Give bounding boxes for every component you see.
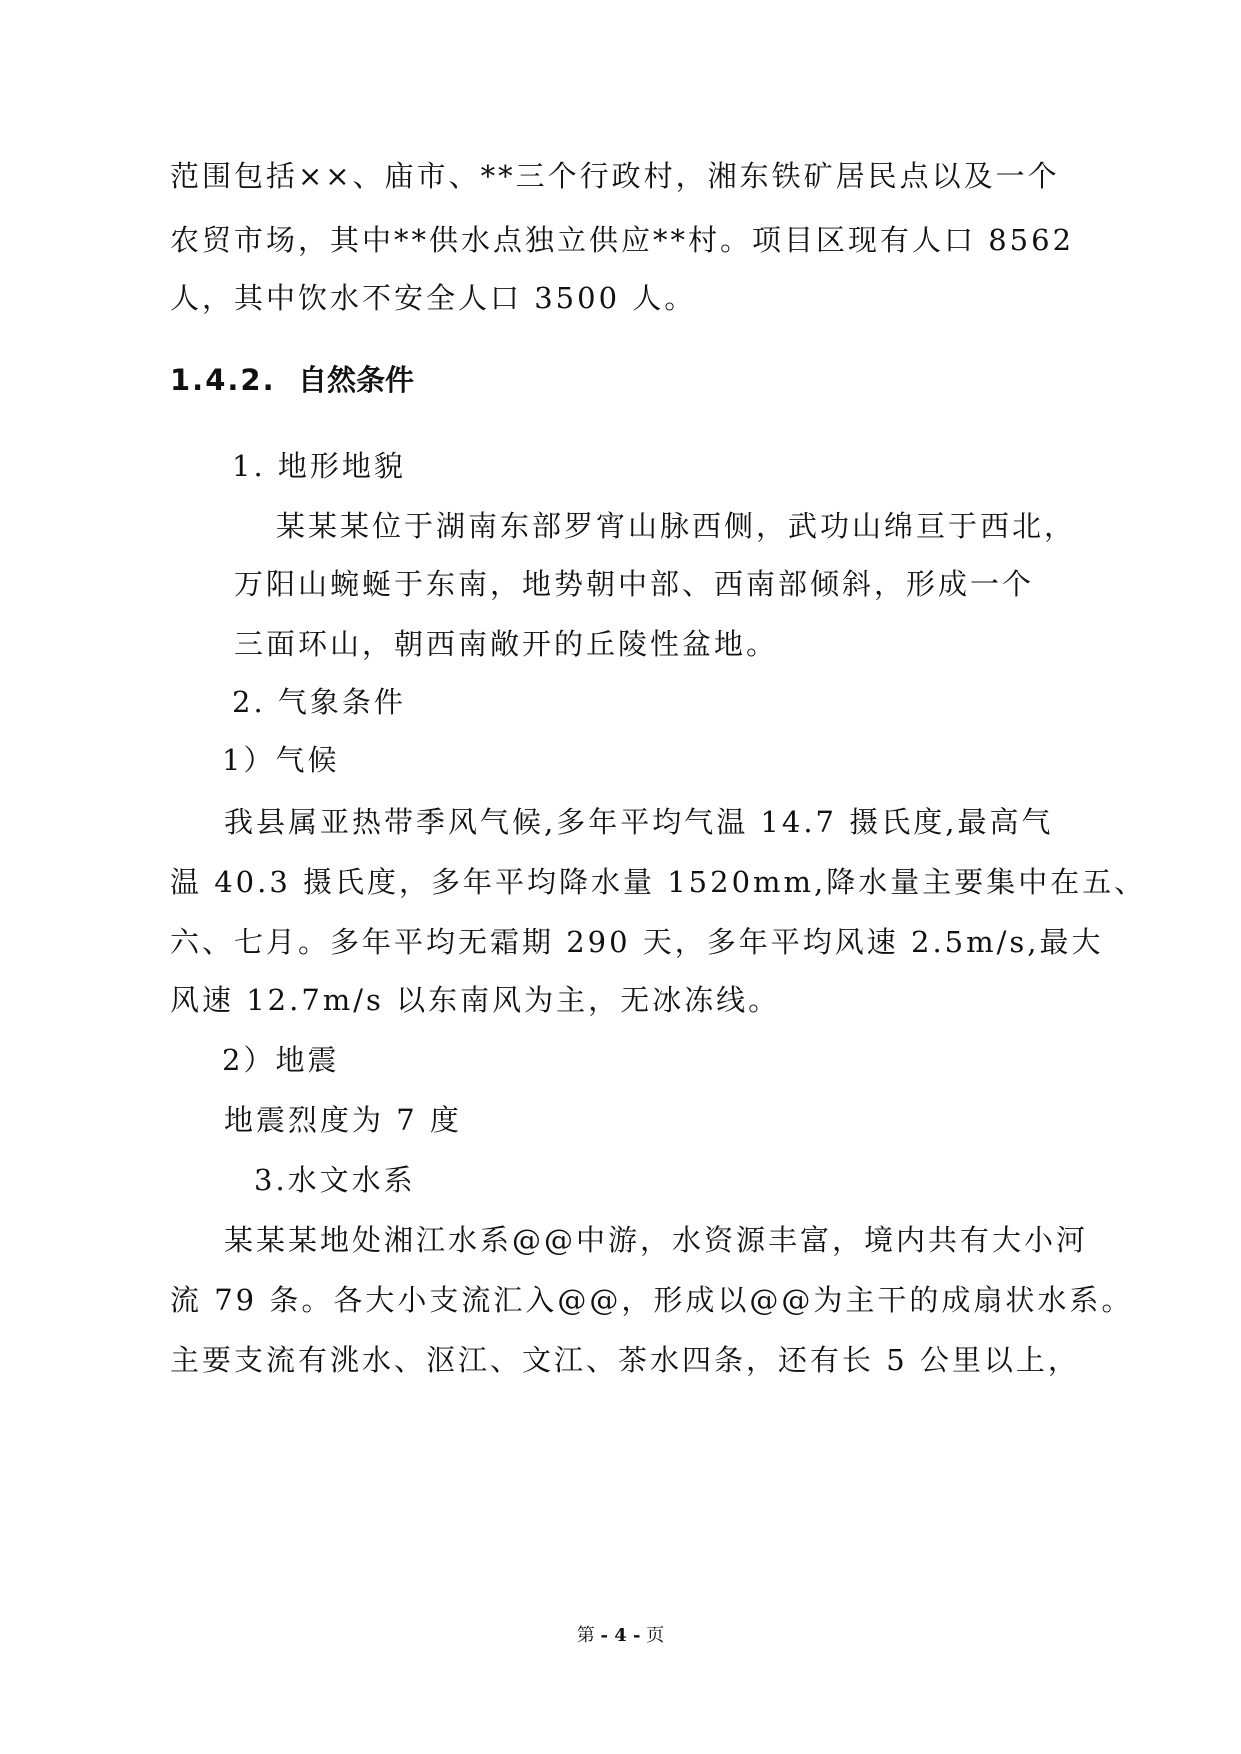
terrain-line-3: 三面环山，朝西南敞开的丘陵性盆地。: [234, 627, 779, 661]
section-title: 自然条件: [298, 363, 415, 397]
section-heading: [170, 360, 414, 400]
terrain-line-2: 万阳山蜿蜒于东南，地势朝中部、西南部倾斜，形成一个: [234, 567, 1035, 601]
section-number: 1.4.2.: [170, 363, 276, 397]
hydrology-title: 3.水文水系: [254, 1163, 416, 1197]
climate-line-4: 风速 12.7m/s 以东南风为主，无冰冻线。: [170, 983, 781, 1017]
page-number: - 4 -: [600, 1625, 641, 1646]
hydrology-line-3: 主要支流有洮水、沤江、文江、茶水四条，还有长 5 公里以上，: [170, 1343, 1080, 1377]
intro-line-2: 农贸市场，其中**供水点独立供应**村。项目区现有人口 8562: [170, 223, 1075, 257]
climate-line-3: 六、七月。多年平均无霜期 290 天，多年平均风速 2.5m/s,最大: [170, 925, 1104, 959]
terrain-title: 1. 地形地貌: [232, 449, 406, 483]
hydrology-line-2: 流 79 条。各大小支流汇入@@，形成以@@为主干的成扇状水系。: [170, 1283, 1134, 1317]
earthquake-text: 地震烈度为 7 度: [224, 1103, 462, 1137]
earthquake-title: 2）地震: [222, 1043, 340, 1077]
climate-title: 1）气候: [222, 743, 340, 777]
intro-line-3: 人，其中饮水不安全人口 3500 人。: [170, 281, 697, 315]
climate-line-2: 温 40.3 摄氏度，多年平均降水量 1520mm,降水量主要集中在五、: [170, 865, 1147, 899]
hydrology-line-1: 某某某地处湘江水系@@中游，水资源丰富，境内共有大小河: [224, 1223, 1089, 1257]
footer-suffix: 页: [646, 1625, 665, 1646]
page-footer: [0, 1624, 1241, 1648]
terrain-line-1: 某某某位于湖南东部罗宵山脉西侧，武功山绵亘于西北，: [276, 509, 1077, 543]
climate-line-1: 我县属亚热带季风气候,多年平均气温 14.7 摄氏度,最高气: [224, 805, 1054, 839]
footer-prefix: 第: [576, 1625, 595, 1646]
meteorology-title: 2. 气象条件: [232, 685, 406, 719]
intro-line-1: 范围包括××、庙市、**三个行政村，湘东铁矿居民点以及一个: [170, 159, 1060, 193]
